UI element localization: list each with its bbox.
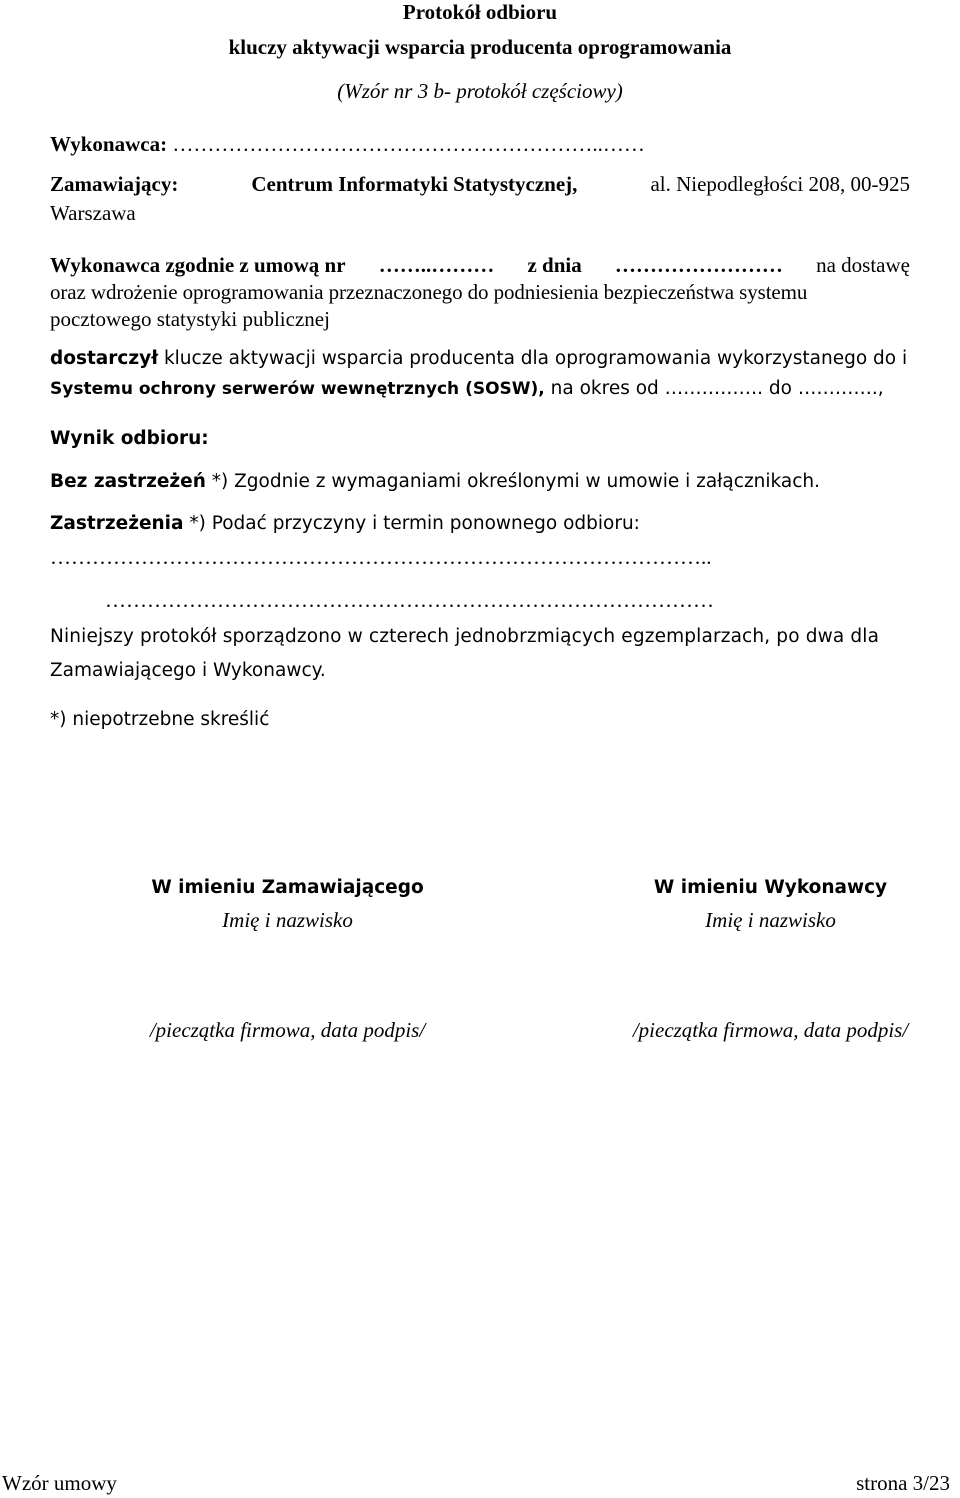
signature-left-name <box>100 908 475 933</box>
copies-note-line-2: Zamawiającego i Wykonawcy. <box>50 660 326 681</box>
signature-right-heading: W imieniu Wykonawcy <box>653 877 888 898</box>
document-subtitle: kluczy aktywacji wsparcia producenta oprogramowania <box>228 35 732 59</box>
ordering-party-label: Zamawiający: <box>50 172 179 196</box>
footer-page-number: strona 3/23 <box>856 1471 950 1495</box>
agreement-text-start: na dostawę <box>816 253 910 277</box>
agreement-date-label: z dnia <box>527 253 582 277</box>
reservations-line <box>50 513 910 534</box>
system-name: Systemu ochrony serwerów wewnętrznych (SOSW), <box>50 379 545 399</box>
no-reservations-label: Bez zastrzeżeń <box>50 471 206 492</box>
agreement-number-dots: ……..……… <box>378 253 495 277</box>
contractor-dots: ……………………………………………………..…… <box>172 132 645 156</box>
delivery-bold-word: dostarczył <box>50 348 159 369</box>
copies-note-line-1: Niniejszy protokół sporządzono w czterech jednobrzmiących egzemplarzach, po dwa dla <box>50 626 880 647</box>
agreement-text-line-2: oraz wdrożenie oprogramowania przeznaczonego do podniesienia bezpieczeństwa systemu <box>50 280 808 304</box>
agreement-date-dots: …………………… <box>614 253 783 277</box>
reservations-label: Zastrzeżenia <box>50 513 184 534</box>
ordering-party-name: Centrum Informatyki Statystycznej, <box>251 172 578 196</box>
ordering-party-address: al. Niepodległości 208, 00-925 <box>650 172 910 196</box>
signature-left-name-label: Imię i nazwisko <box>222 908 353 932</box>
signature-left-stamp: /pieczątka firmowa, data podpis/ <box>149 1018 426 1042</box>
reservations-text: *) Podać przyczyny i termin ponownego odbioru: <box>183 513 640 534</box>
template-label: (Wzór nr 3 b- protokół częściowy) <box>337 79 623 103</box>
delivery-period: na okres od ……………. do …………., <box>544 378 884 399</box>
contractor-line <box>50 132 910 156</box>
signature-left-heading: W imieniu Zamawiającego <box>151 877 424 898</box>
signature-right-stamp: /pieczątka firmowa, data podpis/ <box>632 1018 909 1042</box>
no-reservations-line <box>50 471 910 492</box>
document-title: Protokół odbioru <box>402 0 558 24</box>
delivery-text: klucze aktywacji wsparcia producenta dla oprogramowania wykorzystanego do i <box>158 348 908 369</box>
agreement-label: Wykonawca zgodnie z umową nr <box>50 253 346 277</box>
signature-left <box>100 877 475 1043</box>
signature-right <box>583 877 958 1043</box>
no-reservations-text: *) Zgodnie z wymaganiami określonymi w umowie i załącznikach. <box>205 471 821 492</box>
contractor-label: Wykonawca: <box>50 132 168 156</box>
result-heading: Wynik odbioru: <box>50 428 209 449</box>
footnote: *) niepotrzebne skreślić <box>50 709 270 730</box>
signature-right-name: Imię i nazwisko <box>705 908 836 932</box>
delivery-line <box>50 348 910 369</box>
system-line <box>50 375 910 400</box>
ordering-party-line <box>50 172 910 196</box>
footer-left: Wzór umowy <box>2 1471 117 1495</box>
reservations-dots-2: …………………………………………………………………………… <box>105 588 714 612</box>
agreement-text-line-3: pocztowego statystyki publicznej <box>50 307 330 331</box>
agreement-line <box>50 253 910 277</box>
ordering-party-city: Warszawa <box>50 201 136 225</box>
reservations-dots-1: ………………………………………………………………………………….. <box>50 545 712 569</box>
